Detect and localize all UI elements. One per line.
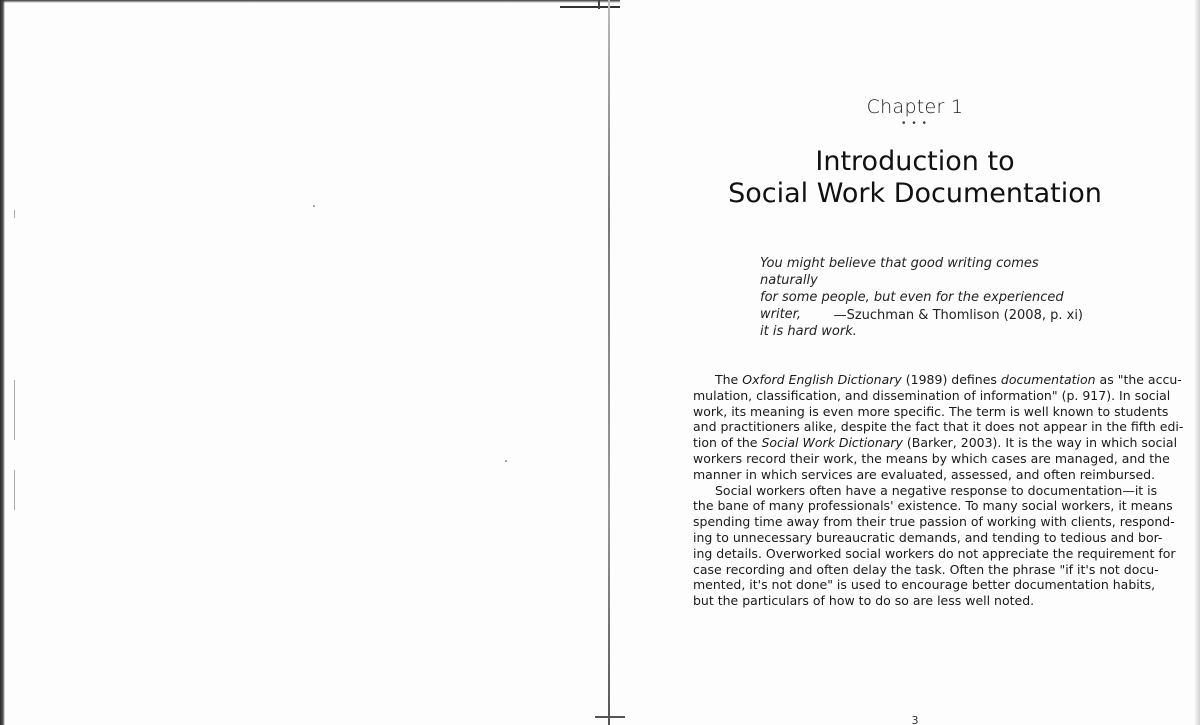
page-number: 3 — [911, 714, 919, 725]
paragraph-2-line: spending time away from their true passion of working with clients, respond- — [693, 514, 1175, 530]
left-page-blank — [5, 3, 605, 723]
paragraph-2-line: but the particulars of how to do so are less well noted. — [693, 593, 1035, 609]
chapter-title-line-1: Introduction to — [815, 146, 1015, 177]
paragraph-1-line: and practitioners alike, despite the fact that it does not appear in the fifth edi- — [693, 419, 1184, 435]
body-text — [693, 372, 1184, 609]
paragraph-2-line: ing details. Overworked social workers do not appreciate the requirement for — [693, 545, 1176, 561]
epigraph-source: —Szuchman & Thomlison (2008, p. xi) — [833, 308, 1083, 323]
chapter-title-line-2: Social Work Documentation — [728, 178, 1102, 209]
paragraph-1-line: The Oxford English Dictionary (1989) defines documentation as "the accu- — [715, 372, 1182, 387]
paragraph-1-line: mulation, classification, and dissemination of information" (p. 917). In social — [693, 387, 1171, 403]
paragraph-1-line: work, its meaning is even more specific. The term is well known to students — [693, 403, 1169, 419]
paragraph-1-line: workers record their work, the means by which cases are managed, and the — [693, 450, 1170, 466]
paragraph-1-line: manner in which services are evaluated, assessed, and often reimbursed. — [693, 466, 1156, 482]
paragraph-2-line: Social workers often have a negative response to documentation—it is — [715, 482, 1158, 498]
chapter-label: Chapter 1 — [866, 96, 964, 118]
epigraph-quote — [760, 255, 1090, 340]
epigraph-line: for some people, but even for the experienced writer, — [760, 290, 1064, 322]
chapter-ornament: • • • — [901, 118, 929, 129]
paragraph-2-line: ing to unnecessary bureaucratic demands, and tending to tedious and bor- — [693, 529, 1163, 545]
scan-right-edge — [1194, 0, 1200, 725]
chapter-title — [690, 146, 1140, 210]
paragraph-2-line: mented, it's not done" is used to encourage better documentation habits, — [693, 577, 1156, 593]
epigraph-line: it is hard work. — [760, 324, 857, 339]
paragraph-2-line: case recording and often delay the task. Often the phrase "if it's not docu- — [693, 561, 1159, 577]
paragraph-1-line: tion of the Social Work Dictionary (Barker, 2003). It is the way in which social — [693, 435, 1178, 451]
epigraph-line: You might believe that good writing comes naturally — [760, 256, 1039, 288]
page-gutter — [608, 0, 610, 725]
paragraph-2-line: the bane of many professionals' existence. To many social workers, it means — [693, 498, 1173, 514]
